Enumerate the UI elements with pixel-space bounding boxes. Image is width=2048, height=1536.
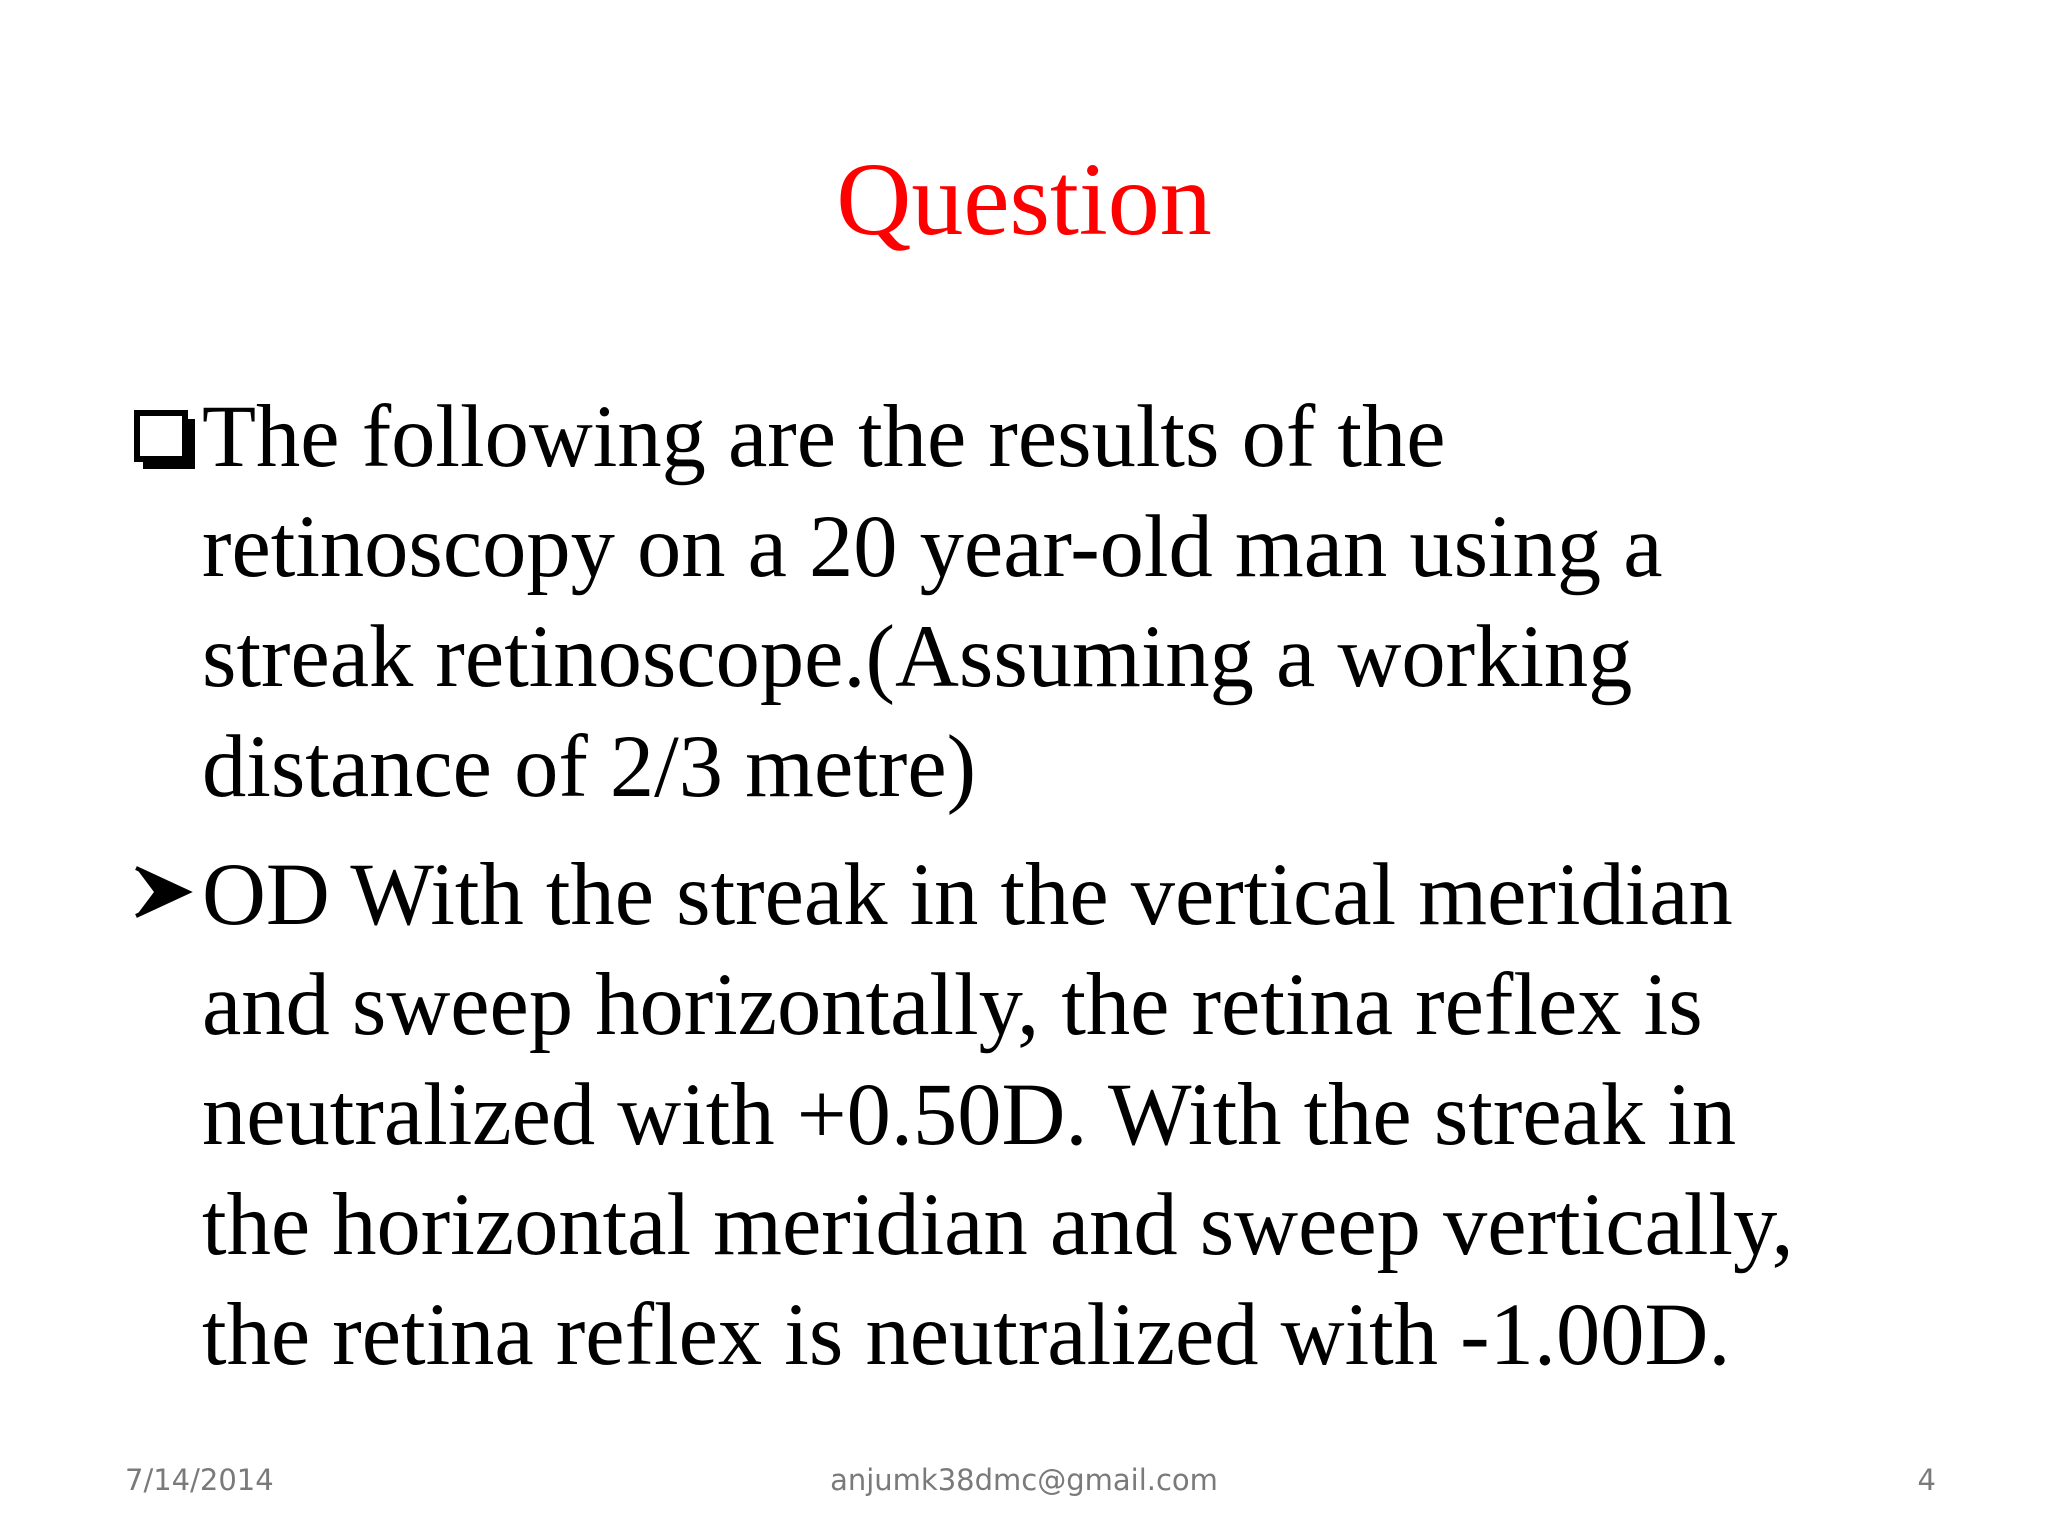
bullet-text-1: The following are the results of the retinoscopy on a 20 year-old man using a streak retinoscope.(Assuming a working distance of 2/3 metre) <box>202 388 1663 816</box>
footer-date: 7/14/2014 <box>125 1463 274 1497</box>
bullet-item-1 <box>130 382 1970 822</box>
footer-page-number: 4 <box>1917 1463 1936 1497</box>
checkbox-square-bullet-icon <box>130 382 202 492</box>
bullet-item-2 <box>130 840 1970 1390</box>
bullet-text-2: OD With the streak in the vertical meridian and sweep horizontally, the retina reflex is neutralized with +0.50D. With the streak in the horizontal meridian and sweep vertically, the retina reflex is neutralized with -1.00D. <box>202 846 1794 1384</box>
slide-body <box>130 382 1970 1390</box>
arrow-right-bullet-icon <box>130 840 202 950</box>
slide-title: Question <box>836 142 1212 257</box>
footer-email: anjumk38dmc@gmail.com <box>830 1463 1218 1497</box>
